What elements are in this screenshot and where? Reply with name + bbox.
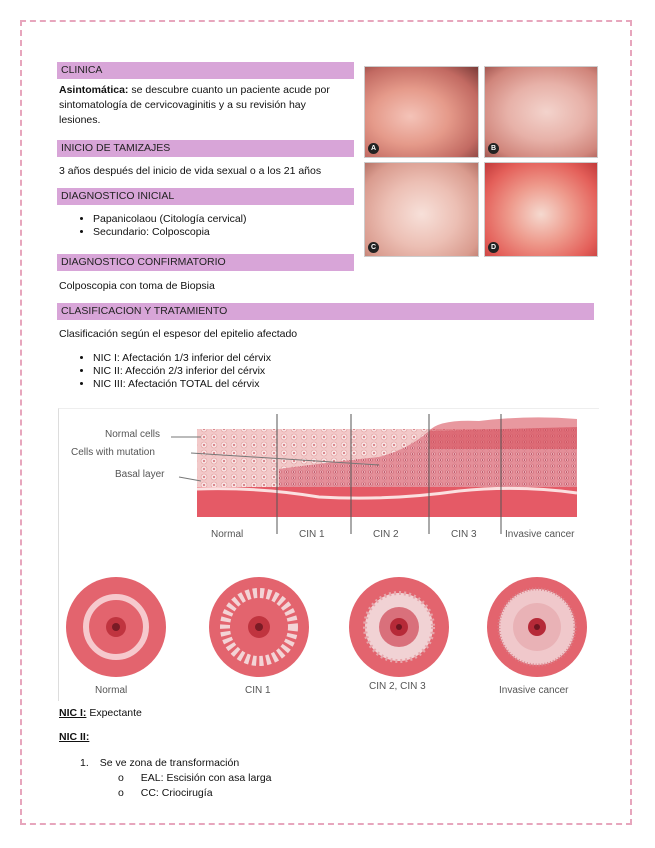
cervix-cin1 <box>209 577 309 677</box>
cin-diagram <box>58 408 599 701</box>
stage-cin2: CIN 2 <box>373 529 399 540</box>
nic2-item <box>80 756 239 771</box>
section-clasif: CLASIFICACION Y TRATAMIENTO <box>57 303 594 320</box>
photo-tag: C <box>368 242 379 253</box>
circle-label-cin23: CIN 2, CIN 3 <box>369 681 426 692</box>
nic2-subitem <box>118 786 213 801</box>
label-normal-cells: Normal cells <box>105 429 161 440</box>
list-item: • NIC I: Afectación 1/3 inferior del cérvix <box>93 352 271 364</box>
nic1-text: Expectante <box>86 707 142 719</box>
photo-tag: B <box>488 143 499 154</box>
nic-list <box>59 352 271 391</box>
stage-cin1: CIN 1 <box>299 529 325 540</box>
stage-invasive: Invasive cancer <box>505 529 575 540</box>
nic2-subitem <box>118 771 272 786</box>
section-inicio: INICIO DE TAMIZAJES <box>57 140 354 157</box>
list-item: • Papanicolaou (Citología cervical) <box>93 213 247 225</box>
stage-cin3: CIN 3 <box>451 529 477 540</box>
list-item: • NIC III: Afectación TOTAL del cérvix <box>93 378 271 390</box>
nic2-item-text: Se ve zona de transformación <box>99 757 240 769</box>
colposcopy-photo-d <box>484 162 598 257</box>
label-cells-mutation: Cells with mutation <box>71 447 155 458</box>
section-clinica: CLINICA <box>57 62 354 79</box>
colposcopy-photo-c <box>364 162 479 257</box>
asintomatica-label: Asintomática: <box>59 84 129 96</box>
cin3-tissue <box>429 417 577 449</box>
list-item: • NIC II: Afección 2/3 inferior del cérvix <box>93 365 271 377</box>
colposcopy-photo-b <box>484 66 598 158</box>
diag-confirm-text: Colposcopia con toma de Biopsia <box>59 280 215 292</box>
cervix-normal <box>66 577 166 677</box>
cervix-cin2-cin3 <box>349 577 449 677</box>
clinica-text <box>59 83 349 128</box>
nic2-subitem-text: EAL: Escisión con asa larga <box>140 772 272 784</box>
asintomatica-text: se descubre cuanto un paciente acude por sintomatología de cervicovaginitis y a su revisión hay lesiones. <box>59 84 330 126</box>
section-diag-confirm: DIAGNOSTICO CONFIRMATORIO <box>57 254 354 271</box>
circle-bullet: o <box>118 772 124 784</box>
list-number: 1. <box>80 757 89 769</box>
nic2-heading: NIC II: <box>59 731 90 743</box>
circle-label-invasive: Invasive cancer <box>499 685 569 696</box>
diag-list <box>59 213 247 239</box>
nic1-heading: NIC I: <box>59 707 87 719</box>
circle-label-cin1: CIN 1 <box>245 685 271 696</box>
nic2-subitem-text: CC: Criocirugía <box>140 787 213 799</box>
circle-label-normal: Normal <box>95 685 128 696</box>
circle-bullet: o <box>118 787 124 799</box>
basal-layer <box>197 487 577 517</box>
list-item: • Secundario: Colposcopia <box>93 226 247 238</box>
photo-tag: D <box>488 242 499 253</box>
stage-normal: Normal <box>211 529 244 540</box>
cervix-invasive <box>487 577 587 677</box>
clasif-text: Clasificación según el espesor del epitelio afectado <box>59 328 298 340</box>
section-diag-inicial: DIAGNOSTICO INICIAL <box>57 188 354 205</box>
label-basal-layer: Basal layer <box>115 469 165 480</box>
photo-tag: A <box>368 143 379 154</box>
inicio-text: 3 años después del inicio de vida sexual o a los 21 años <box>59 165 322 177</box>
nic1-line <box>59 706 142 721</box>
colposcopy-photo-a <box>364 66 479 158</box>
